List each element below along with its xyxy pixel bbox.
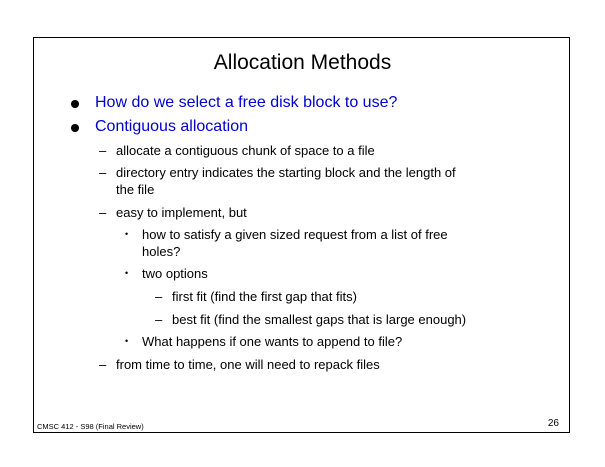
dot-marker: • bbox=[125, 229, 129, 239]
bullet-text: How do we select a free disk block to use? bbox=[95, 94, 398, 111]
dash-marker: – bbox=[155, 312, 163, 327]
bullet-dot-icon bbox=[71, 100, 79, 108]
sub-sub-item-text: two options bbox=[142, 266, 208, 281]
sub-item-text: allocate a contiguous chunk of space to a file bbox=[116, 143, 375, 158]
option-item-text: best fit (find the smallest gaps that is large enough) bbox=[172, 312, 467, 327]
bullet-text: Contiguous allocation bbox=[95, 118, 248, 135]
sub-sub-item-text: holes? bbox=[142, 244, 181, 259]
dash-marker: – bbox=[155, 289, 163, 304]
slide bbox=[33, 37, 570, 433]
sub-item-text: easy to implement, but bbox=[116, 205, 247, 220]
dash-marker: – bbox=[99, 165, 107, 180]
option-item-text: first fit (find the first gap that fits) bbox=[172, 289, 357, 304]
sub-item-continued bbox=[116, 181, 154, 198]
sub-sub-item-text: how to satisfy a given sized request from a list of free bbox=[142, 227, 448, 242]
bullet-dot-icon bbox=[71, 124, 79, 132]
sub-sub-item-continued bbox=[142, 243, 180, 260]
dash-marker: – bbox=[99, 205, 107, 220]
footer-course-label: CMSC 412 - S98 (Final Review) bbox=[37, 422, 144, 431]
sub-item-text: the file bbox=[116, 182, 155, 197]
sub-item-text: from time to time, one will need to repack files bbox=[116, 357, 380, 372]
sub-item-text: directory entry indicates the starting block and the length of bbox=[116, 165, 456, 180]
dot-marker: • bbox=[125, 336, 129, 346]
page-number: 26 bbox=[547, 418, 559, 429]
dot-marker: • bbox=[125, 268, 129, 278]
dash-marker: – bbox=[99, 143, 107, 158]
slide-title: Allocation Methods bbox=[213, 51, 392, 74]
dash-marker: – bbox=[99, 357, 107, 372]
sub-sub-item-text: What happens if one wants to append to file? bbox=[142, 334, 403, 349]
